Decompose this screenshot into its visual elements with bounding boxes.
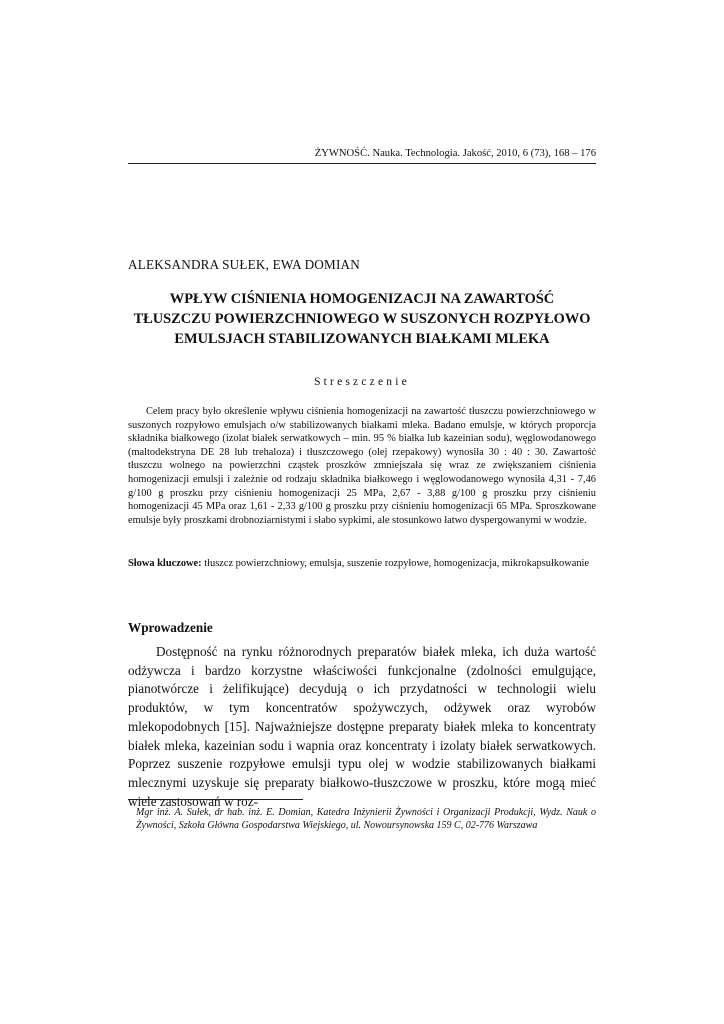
abstract-heading: Streszczenie — [314, 376, 410, 388]
title-line: WPŁYW CIŚNIENIA HOMOGENIZACJI NA ZAWARTOŚĆ — [169, 291, 555, 307]
intro-heading: Wprowadzenie — [128, 620, 213, 635]
footnote-rule — [128, 799, 303, 800]
header-rule — [128, 163, 596, 164]
title-line: EMULSJACH STABILIZOWANYCH BIAŁKAMI MLEKA — [174, 331, 550, 347]
journal-header: ŻYWNOŚĆ. Nauka. Technologia. Jakość, 2010, 6 (73), 168 – 176 — [314, 148, 596, 159]
author-affiliation-footnote: Mgr inż. A. Sułek, dr hab. inż. E. Domian, Katedra Inżynierii Żywności i Organizacji Produkcji, Wydz. Nauk o Żywności, Szkoła Główna Gospodarstwa Wiejskiego, ul. Nowoursynowska 159 C, 02-776 Warszawa — [136, 807, 596, 832]
keywords-text: tłuszcz powierzchniowy, emulsja, suszenie rozpyłowe, homogenizacja, mikrokapsułkowanie — [204, 558, 590, 569]
article-title — [128, 289, 596, 349]
authors: ALEKSANDRA SUŁEK, EWA DOMIAN — [128, 257, 360, 272]
title-line: TŁUSZCZU POWIERZCHNIOWEGO W SUSZONYCH ROZPYŁOWO — [133, 311, 591, 327]
intro-paragraph: Dostępność na rynku różnorodnych preparatów białek mleka, ich duża wartość odżywcza i bardzo korzystne właściwości funkcjonalne (zdolności emulgujące, pianotwórcze i żelifikujące) decydują o ich przydatności w technologii wielu produktów, w tym koncentratów spożywczych, odżywek oraz wyrobów mlekopodobnych [15]. Najważniejsze dostępne preparaty białek mleka to koncentraty białek mleka, kazeinian sodu i wapnia oraz koncentraty i izolaty białek serwatkowych. Poprzez suszenie rozpyłowe emulsji typu olej w wodzie stabilizowanych białkami mlecznymi uzyskuje się preparaty białkowo-tłuszczowe w proszku, które mogą mieć wiele zastosowań w roz- — [128, 644, 596, 809]
abstract — [128, 405, 596, 527]
keywords — [128, 557, 596, 571]
abstract-text: Celem pracy było określenie wpływu ciśnienia homogenizacji na zawartość tłuszczu powierzchniowego w suszonych rozpyłowo emulsjach o/w stabilizowanych białkami mleka. Badano emulsje, w których proporcja składnika białkowego (izolat białek serwatkowych – min. 95 % białka lub kazeinian sodu), węglowodanowego (maltodekstryna DE 28 lub trehaloza) i tłuszczowego (olej rzepakowy) wynosiła 30 : 40 : 30. Zawartość tłuszczu wolnego na powierzchni cząstek proszków zmniejszała się wraz ze zwiększaniem ciśnienia homogenizacji emulsji i zależnie od rodzaju składnika białkowego i węglowodanowego wynosiła 4,31 - 7,46 g/100 g proszku przy ciśnieniu homogenizacji 25 MPa, 2,67 - 3,88 g/100 g proszku przy ciśnieniu homogenizacji 45 MPa oraz 1,61 - 2,33 g/100 g proszku przy ciśnieniu homogenizacji 65 MPa. Sproszkowane emulsje były proszkami drobnoziarnistymi i słabo sypkimi, ale stosunkowo łatwo dyspergowanymi w wodzie. — [128, 406, 596, 526]
intro-body — [128, 643, 596, 811]
keywords-label: Słowa kluczowe: — [128, 558, 202, 569]
